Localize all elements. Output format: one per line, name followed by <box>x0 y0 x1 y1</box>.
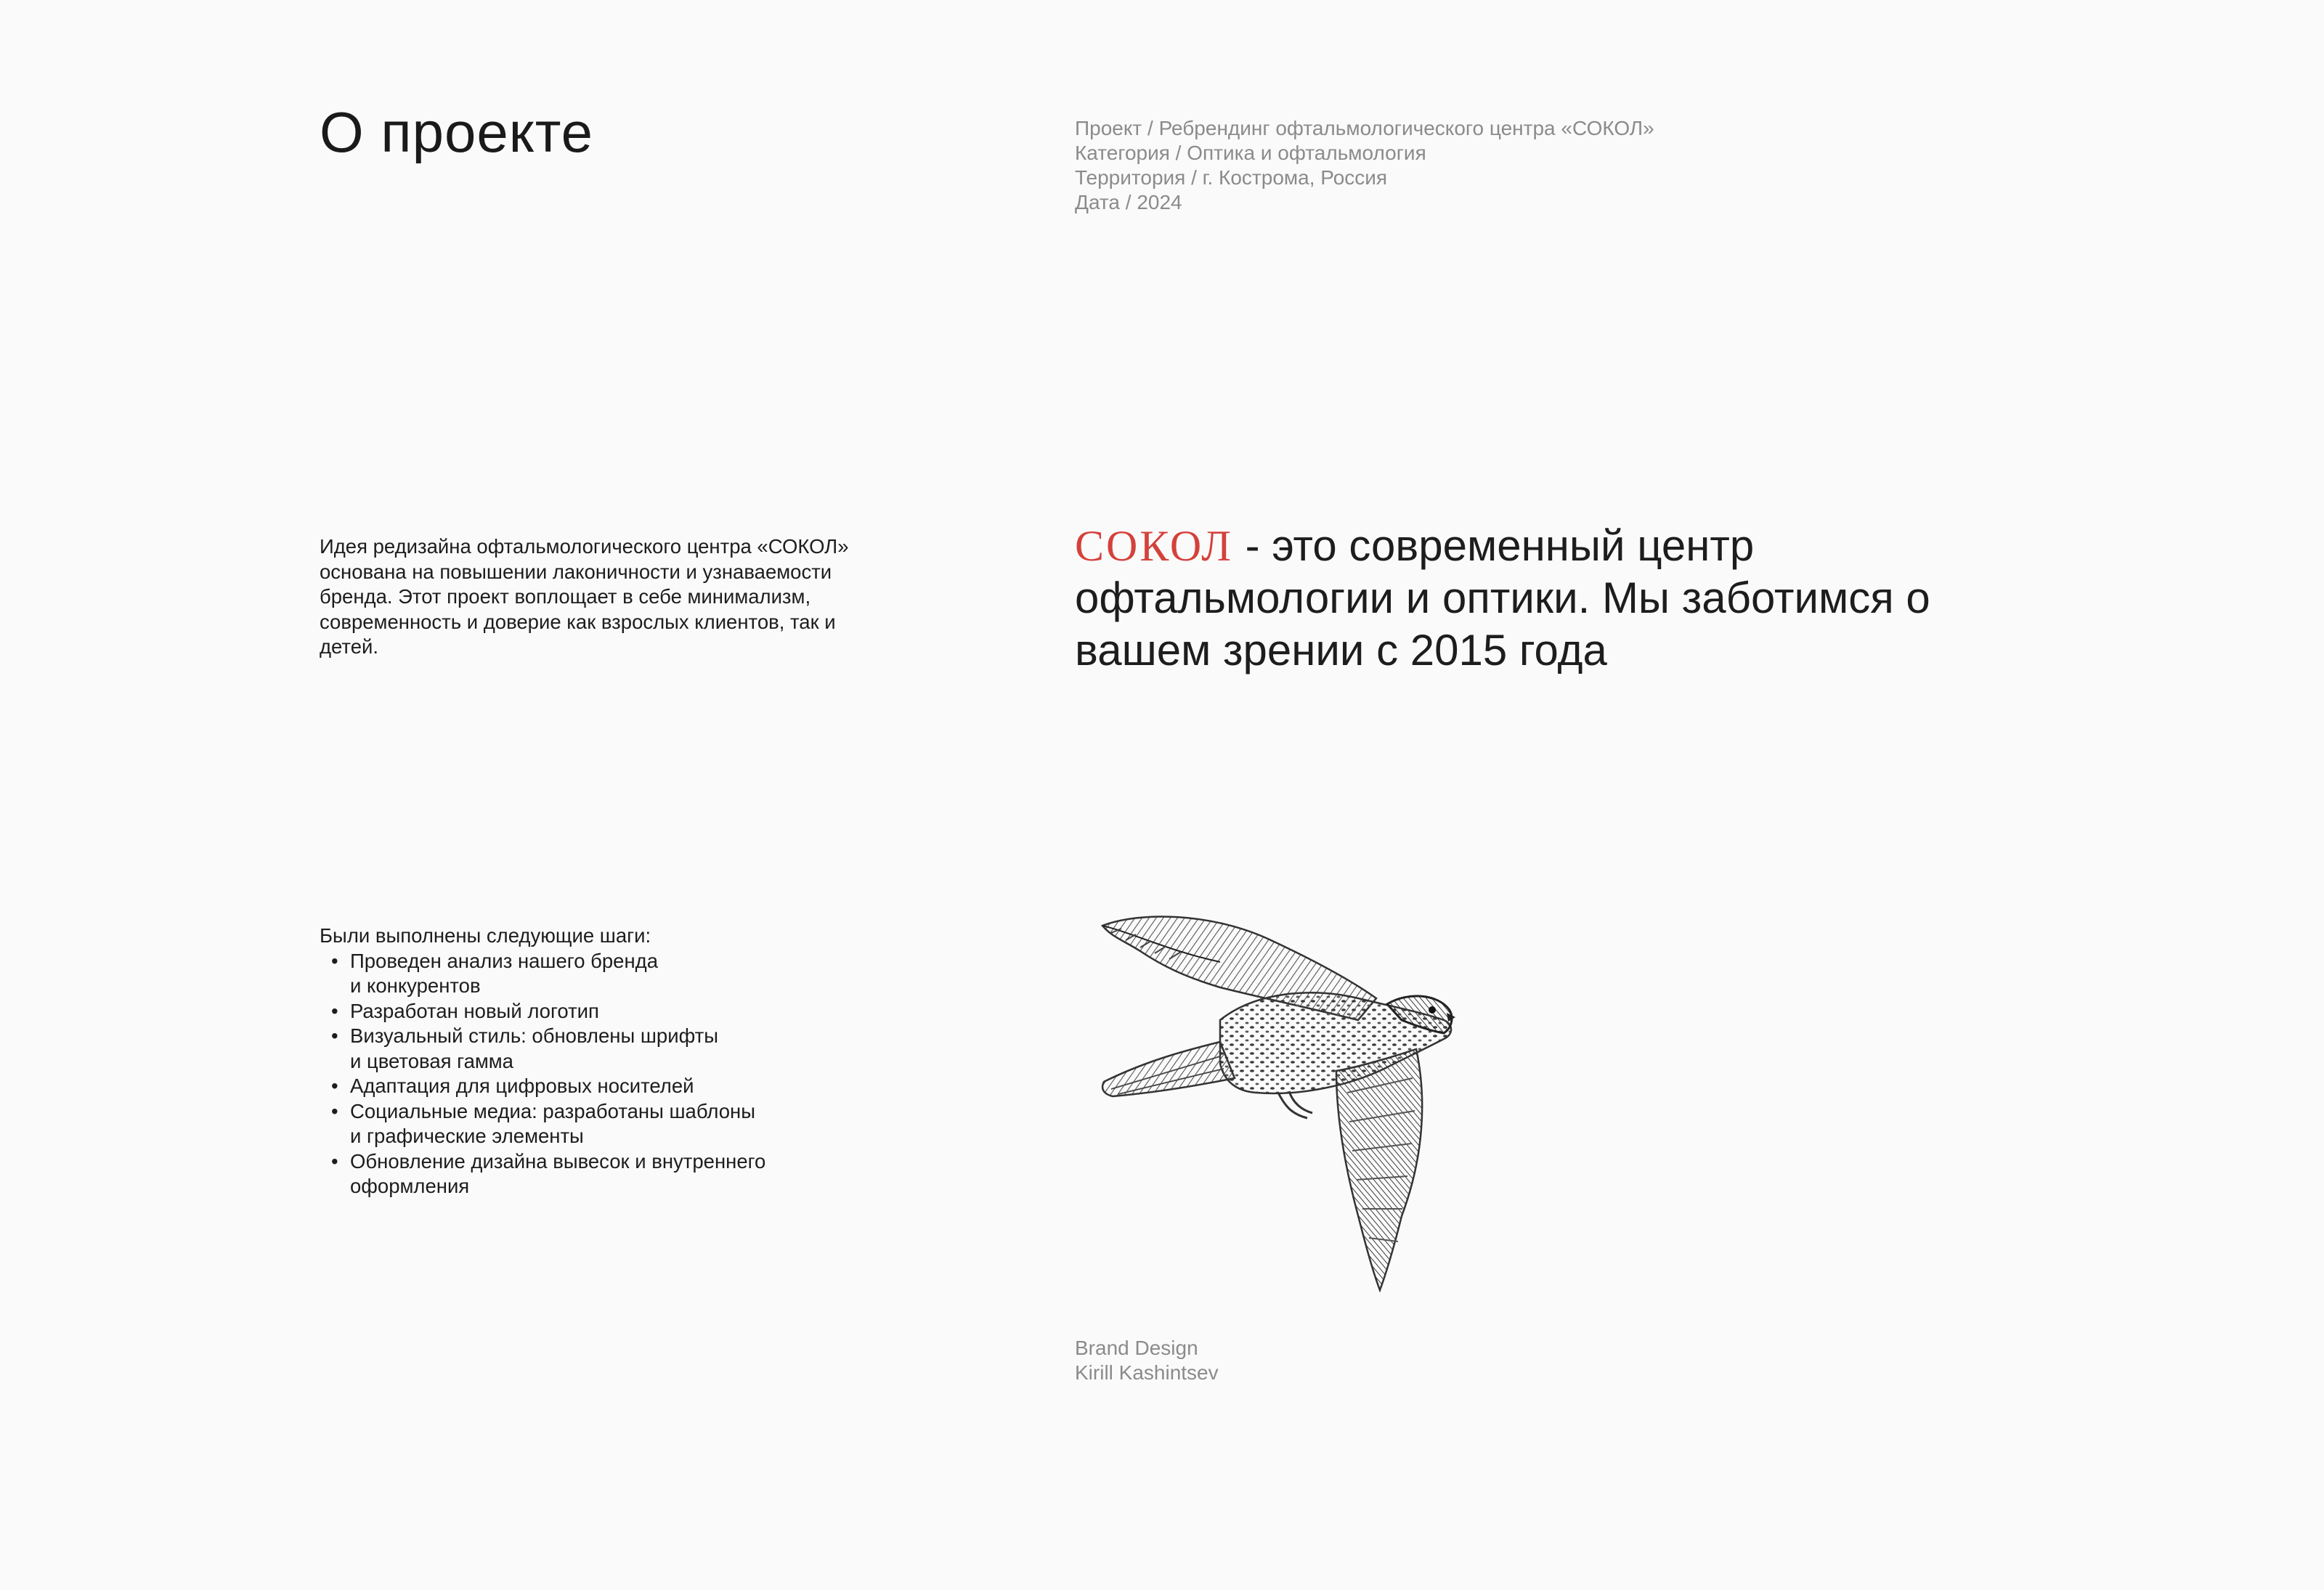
credits-author: Kirill Kashintsev <box>1075 1361 1219 1384</box>
tagline-text: - это современный центр офтальмологии и оптики. Мы заботимся о вашем зрении с 2015 года <box>1075 521 1930 674</box>
page-title: О проекте <box>320 100 593 164</box>
falcon-sketch-icon <box>1097 911 1474 1292</box>
list-item <box>320 999 871 1024</box>
brand-name: СОКОЛ <box>1075 522 1233 570</box>
list-item-text: Визуальный стиль: обновлены шрифты и цветовая гамма <box>350 1024 718 1072</box>
intro-paragraph: Идея редизайна офтальмологического центра «СОКОЛ» основана на повышении лаконичности и узнаваемости бренда. Этот проект воплощает в себе минимализм, современность и доверие как взрослых клиентов, так и детей. <box>320 535 849 658</box>
credits-role: Brand Design <box>1075 1337 1198 1359</box>
meta-category: Категория / Оптика и офтальмология <box>1075 142 1426 164</box>
list-item-text: Обновление дизайна вывесок и внутреннего оформления <box>350 1149 766 1197</box>
bullet: • <box>331 1099 338 1122</box>
list-item-text: Социальные медиа: разработаны шаблоны и графические элементы <box>350 1099 755 1147</box>
bullet: • <box>331 1024 338 1047</box>
meta-project: Проект / Ребрендинг офтальмологического центра «СОКОЛ» <box>1075 117 1654 139</box>
list-item <box>320 1074 871 1099</box>
list-item-text: Разработан новый логотип <box>350 999 599 1022</box>
list-item <box>320 949 871 999</box>
list-item-text: Адаптация для цифровых носителей <box>350 1075 694 1097</box>
meta-date: Дата / 2024 <box>1075 191 1182 213</box>
list-item-text: Проведен анализ нашего бренда и конкурентов <box>350 949 659 997</box>
steps-block <box>320 924 871 1199</box>
list-item <box>320 1024 871 1074</box>
credits <box>1075 1336 1219 1385</box>
project-meta <box>1075 116 1654 215</box>
bullet: • <box>331 999 338 1022</box>
bullet: • <box>331 1075 338 1097</box>
list-item <box>320 1099 871 1149</box>
steps-list <box>320 949 871 1199</box>
bullet: • <box>331 1149 338 1173</box>
steps-heading: Были выполнены следующие шаги: <box>320 924 651 947</box>
list-item <box>320 1149 871 1199</box>
bullet: • <box>331 949 338 972</box>
meta-territory: Территория / г. Кострома, Россия <box>1075 166 1388 189</box>
tagline <box>1075 520 2048 677</box>
